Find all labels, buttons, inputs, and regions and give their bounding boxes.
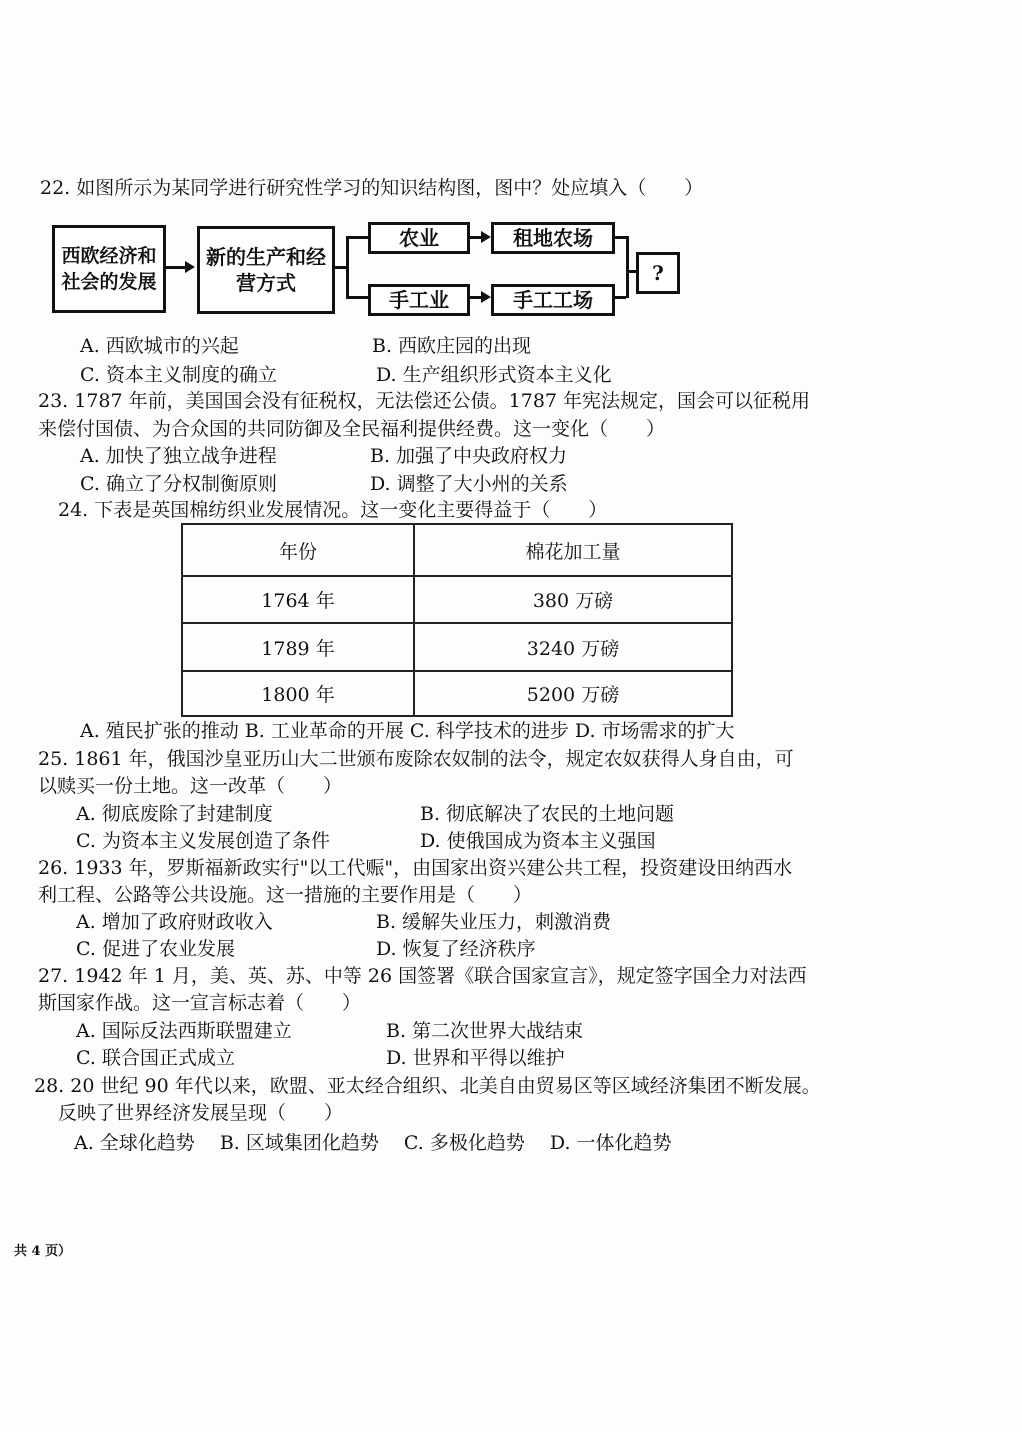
table-header-amount: 棉花加工量 [414,524,732,576]
cell-year: 1764 年 [182,576,414,623]
cell-year: 1800 年 [182,671,414,716]
cell-amount: 3240 万磅 [414,623,732,671]
cell-amount: 380 万磅 [414,576,732,623]
q23-stem-2: 来偿付国债、为合众国的共同防御及全民福利提供经费。这一变化（ ） [38,418,666,440]
q28-options: A. 全球化趋势 B. 区域集团化趋势 C. 多极化趋势 D. 一体化趋势 [74,1132,672,1154]
q23-option-c: C. 确立了分权制衡原则 [80,473,277,495]
table-row [182,623,732,671]
q22-stem: 22. 如图所示为某同学进行研究性学习的知识结构图，图中？处应填入（ ） [40,177,704,199]
diagram-box-workshop: 手工工场 [491,284,615,316]
q26-option-d: D. 恢复了经济秩序 [376,938,536,960]
q25-option-c: C. 为资本主义发展创造了条件 [76,830,330,852]
q25-option-a: A. 彻底废除了封建制度 [76,803,273,825]
diagram-box-handicraft: 手工业 [368,284,470,316]
q26-option-c: C. 促进了农业发展 [76,938,235,960]
diagram-box-unknown: ? [636,252,680,294]
cell-amount: 5200 万磅 [414,671,732,716]
q28-stem-2: 反映了世界经济发展呈现（ ） [58,1102,344,1124]
q25-stem-2: 以赎买一份土地。这一改革（ ） [38,775,343,797]
q23-option-d: D. 调整了大小州的关系 [370,473,568,495]
q22-option-d: D. 生产组织形式资本主义化 [376,364,612,386]
q27-option-b: B. 第二次世界大战结束 [386,1020,584,1042]
q22-option-c: C. 资本主义制度的确立 [80,364,277,386]
table-header-year: 年份 [182,524,414,576]
diagram-box-new-mode: 新的生产和经营方式 [197,226,335,314]
q24-options: A. 殖民扩张的推动 B. 工业革命的开展 C. 科学技术的进步 D. 市场需求的扩大 [80,720,735,742]
q26-option-a: A. 增加了政府财政收入 [76,911,273,933]
q28-stem-1: 28. 20 世纪 90 年代以来，欧盟、亚太经合组织、北美自由贸易区等区域经济集团不断发展。 [34,1075,821,1097]
q25-option-b: B. 彻底解决了农民的土地问题 [420,803,675,825]
q25-option-d: D. 使俄国成为资本主义强国 [420,830,656,852]
q27-stem-2: 斯国家作战。这一宣言标志着（ ） [38,992,362,1014]
diagram-box-agriculture: 农业 [368,222,470,254]
q26-stem-1: 26. 1933 年，罗斯福新政实行"以工代赈"，由国家出资兴建公共工程，投资建设田纳西水 [38,857,793,879]
cell-year: 1789 年 [182,623,414,671]
q24-stem: 24. 下表是英国棉纺织业发展情况。这一变化主要得益于（ ） [58,499,608,521]
diagram-box-farm: 租地农场 [491,222,615,254]
q27-stem-1: 27. 1942 年 1 月，美、英、苏、中等 26 国签署《联合国家宣言》，规定签字国全力对法西 [38,965,807,987]
q27-option-d: D. 世界和平得以维护 [386,1047,565,1069]
q27-option-c: C. 联合国正式成立 [76,1047,235,1069]
q23-option-b: B. 加强了中央政府权力 [370,445,568,467]
q25-stem-1: 25. 1861 年，俄国沙皇亚历山大二世颁布废除农奴制的法令，规定农奴获得人身自由，可 [38,748,794,770]
q27-option-a: A. 国际反法西斯联盟建立 [76,1020,292,1042]
q23-option-a: A. 加快了独立战争进程 [80,445,277,467]
q23-stem-1: 23. 1787 年前，美国国会没有征税权，无法偿还公债。1787 年宪法规定，国会可以征税用 [38,390,811,412]
table-row [182,671,732,716]
q22-option-b: B. 西欧庄园的出现 [372,335,532,357]
q22-option-a: A. 西欧城市的兴起 [80,335,239,357]
cotton-table [181,523,733,717]
page-footer: 共 4 页） [14,1244,72,1259]
q26-stem-2: 利工程、公路等公共设施。这一措施的主要作用是（ ） [38,884,533,906]
table-row [182,576,732,623]
diagram-box-development: 西欧经济和社会的发展 [52,225,166,313]
q26-option-b: B. 缓解失业压力，刺激消费 [376,911,612,933]
